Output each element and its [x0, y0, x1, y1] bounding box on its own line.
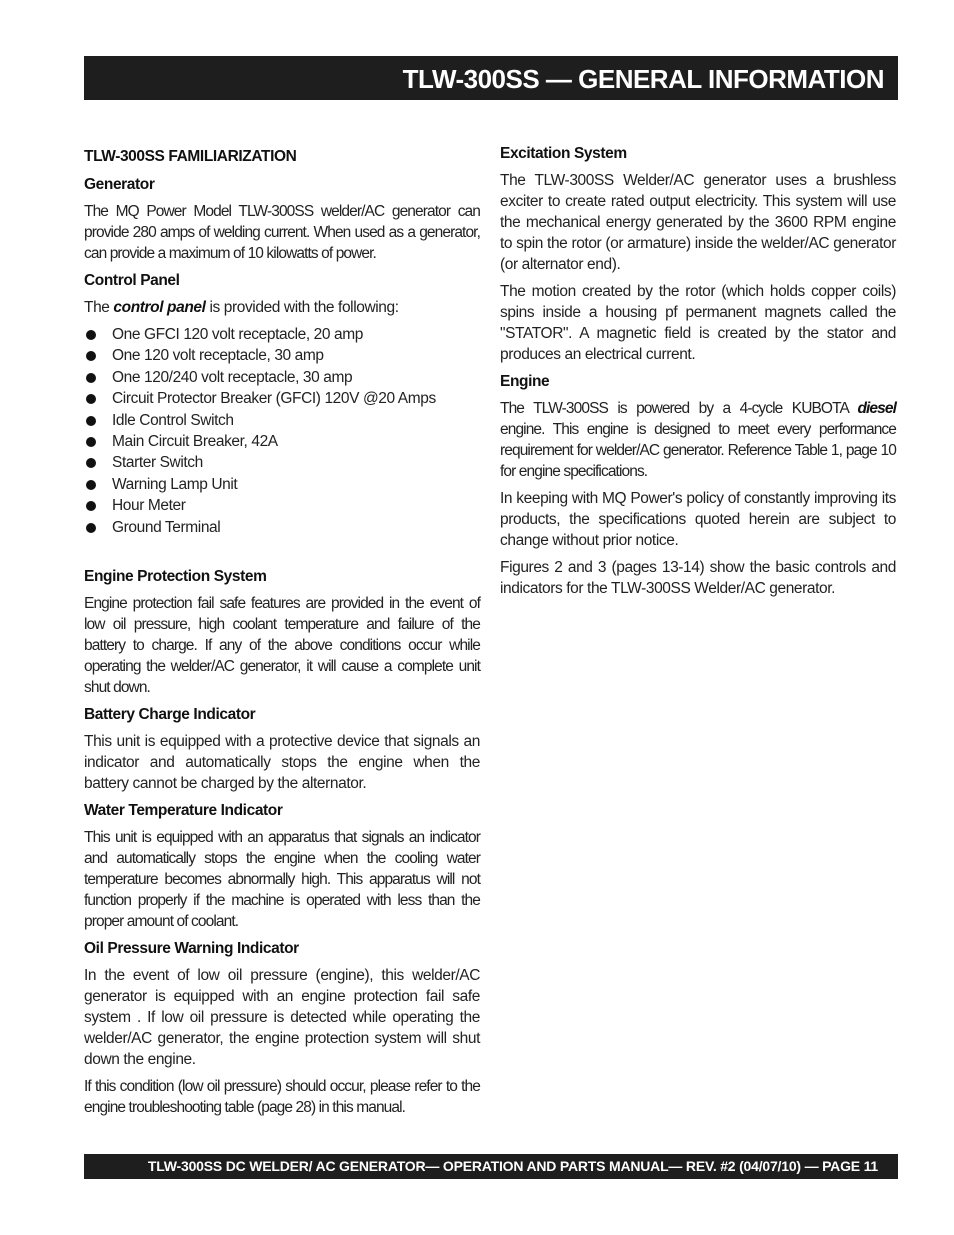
water-temp-heading: Water Temperature Indicator	[84, 802, 283, 820]
bullet-icon	[86, 330, 96, 340]
list-item	[84, 410, 480, 431]
bullet-icon	[86, 480, 96, 490]
page-title: TLW-300SS — GENERAL INFORMATION	[402, 64, 884, 94]
engine-text-1	[500, 398, 896, 482]
excitation-heading: Excitation System	[500, 145, 627, 162]
bullet-icon	[86, 373, 96, 383]
generator-text: The MQ Power Model TLW-300SS welder/AC generator can provide 280 amps of welding current. When used as a generator, can provide a maximum of 10 kilowatts of power.	[84, 203, 480, 262]
bullet-icon	[86, 416, 96, 426]
section-title: TLW-300SS FAMILIARIZATION	[84, 148, 297, 165]
engine-heading: Engine	[500, 373, 550, 390]
list-item-text: One 120/240 volt receptacle, 30 amp	[112, 368, 353, 386]
oil-pressure-heading: Oil Pressure Warning Indicator	[84, 940, 299, 958]
list-item	[84, 431, 480, 452]
left-column	[84, 146, 480, 1124]
page-footer-bar	[84, 1154, 898, 1179]
list-item	[84, 345, 480, 366]
oil-pressure-text-2: If this condition (low oil pressure) should occur, please refer to the engine troubleshooting table (page 28) in this manual.	[84, 1078, 480, 1117]
bullet-icon	[86, 394, 96, 404]
list-item	[84, 474, 480, 495]
list-item-text: Idle Control Switch	[112, 411, 234, 429]
excitation-text-1: The TLW-300SS Welder/AC generator uses a brushless exciter to create rated output electricity. This system will use the mechanical energy generated by the 3600 RPM engine to spin the rotor (or armature) inside the welder/AC generator (or alternator end).	[500, 172, 896, 273]
control-panel-intro-suffix: is provided with the following:	[205, 299, 399, 316]
control-panel-list	[84, 324, 480, 538]
list-item-text: Starter Switch	[112, 454, 203, 472]
bullet-icon	[86, 458, 96, 468]
battery-charge-text: This unit is equipped with a protective device that signals an indicator and automatically stops the engine when the battery cannot be charged by the alternator.	[84, 733, 480, 793]
engine-protection-heading: Engine Protection System	[84, 568, 267, 586]
list-item	[84, 388, 480, 409]
list-item-text: Main Circuit Breaker, 42A	[112, 433, 278, 451]
list-item-text: Hour Meter	[112, 497, 186, 515]
battery-charge-heading: Battery Charge Indicator	[84, 706, 256, 724]
bullet-icon	[86, 523, 96, 533]
engine-text-1-suffix: engine. This engine is designed to meet every performance requirement for welder/AC generator. Reference Table 1, page 10 for engine specifications.	[500, 421, 896, 480]
page-header-bar	[84, 56, 898, 100]
footer-text: TLW-300SS DC WELDER/ AC GENERATOR— OPERATION AND PARTS MANUAL— REV. #2 (04/07/10) — PAGE 11	[147, 1158, 878, 1174]
bullet-icon	[86, 351, 96, 361]
list-item-text: Ground Terminal	[112, 518, 221, 536]
control-panel-intro-emphasis: control panel	[113, 299, 206, 316]
bullet-icon	[86, 501, 96, 511]
excitation-text-2: The motion created by the rotor (which holds copper coils) spins inside a housing pf permanent magnets called the "STATOR". A magnetic field is created by the stator and produces an electrical current.	[500, 283, 896, 363]
list-item	[84, 324, 480, 345]
engine-text-1-prefix: The TLW-300SS is powered by a 4-cycle KUBOTA	[500, 400, 858, 417]
engine-text-1-emphasis: diesel	[857, 400, 896, 417]
list-item	[84, 367, 480, 388]
list-item-text: Warning Lamp Unit	[112, 475, 238, 493]
list-item	[84, 517, 480, 538]
list-item	[84, 452, 480, 473]
engine-protection-text: Engine protection fail safe features are provided in the event of low oil pressure, high coolant temperature and failure of the battery to charge. If any of the above conditions occur while operating the welder/AC generator, it will cause a complete unit shut down.	[84, 595, 480, 697]
control-panel-heading: Control Panel	[84, 272, 180, 289]
oil-pressure-text-1: In the event of low oil pressure (engine), this welder/AC generator is equipped with an engine protection fail safe system . If low oil pressure is detected while operating the welder/AC generator, the engine protection system will shut down the engine.	[84, 967, 480, 1069]
list-item-text: One 120 volt receptacle, 30 amp	[112, 347, 324, 365]
control-panel-intro-prefix: The	[84, 299, 114, 316]
bullet-icon	[86, 437, 96, 447]
list-item	[84, 495, 480, 516]
right-column	[500, 143, 896, 605]
control-panel-intro	[84, 297, 480, 318]
water-temp-text: This unit is equipped with an apparatus that signals an indicator and automatically stops the engine when the cooling water temperature becomes abnormally high. This apparatus will not function properly if the machine is operated with less than the proper amount of coolant.	[84, 829, 480, 931]
spacer	[84, 544, 480, 566]
list-item-text: One GFCI 120 volt receptacle, 20 amp	[112, 326, 363, 343]
generator-heading: Generator	[84, 176, 155, 193]
engine-text-2: In keeping with MQ Power's policy of constantly improving its products, the specifications quoted herein are subject to change without prior notice.	[500, 490, 896, 549]
engine-text-3: Figures 2 and 3 (pages 13-14) show the basic controls and indicators for the TLW-300SS Welder/AC generator.	[500, 559, 896, 597]
list-item-text: Circuit Protector Breaker (GFCI) 120V @20 Amps	[112, 390, 436, 408]
